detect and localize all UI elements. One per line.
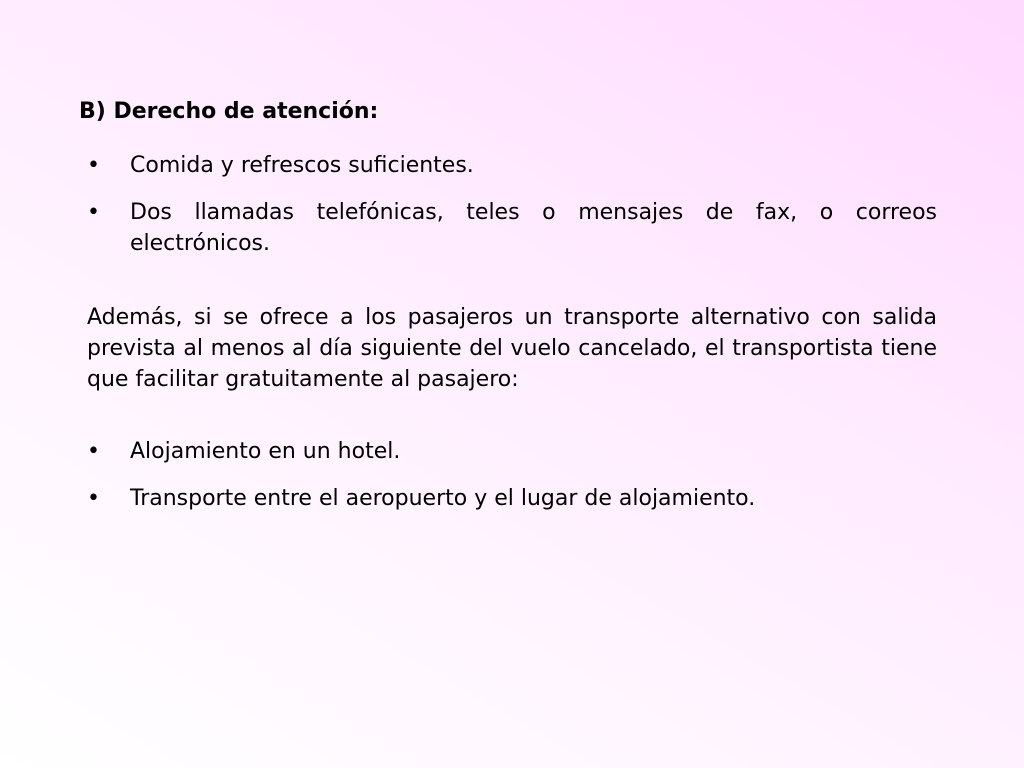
list-item xyxy=(87,436,937,467)
bullet-icon: • xyxy=(87,439,100,464)
bullet-icon: • xyxy=(87,153,100,178)
list-item xyxy=(87,197,937,259)
bullet-icon: • xyxy=(87,200,100,225)
bullet-list-attention xyxy=(87,150,937,275)
list-item xyxy=(87,150,937,181)
bullet-list-accommodation xyxy=(87,436,937,530)
list-item xyxy=(87,483,937,514)
list-item-text: Alojamiento en un hotel. xyxy=(130,439,401,464)
list-item-text: Transporte entre el aeropuerto y el lugar de alojamiento. xyxy=(130,486,756,511)
list-item-text: Dos llamadas telefónicas, teles o mensajes de fax, o correos electrónicos. xyxy=(130,200,937,256)
body-paragraph: Además, si se ofrece a los pasajeros un transporte alternativo con salida prevista al menos al día siguiente del vuelo cancelado, el transportista tiene que facilitar gratuitamente al pasajero: xyxy=(87,305,937,392)
bullet-icon: • xyxy=(87,486,100,511)
slide-heading: B) Derecho de atención: xyxy=(79,99,379,124)
list-item-text: Comida y refrescos suficientes. xyxy=(130,153,474,178)
